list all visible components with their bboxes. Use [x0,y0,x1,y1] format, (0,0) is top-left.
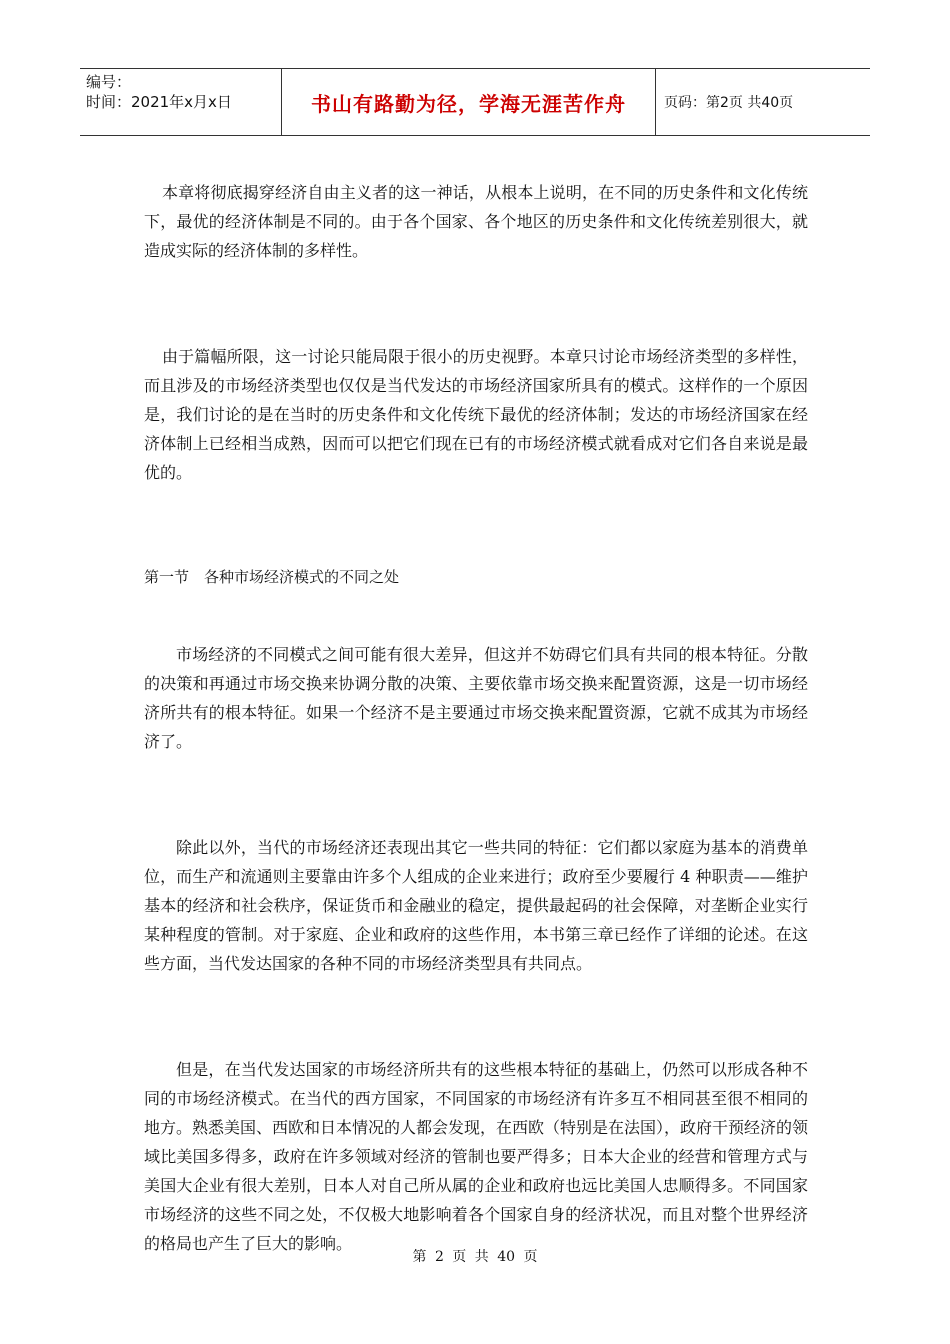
page-footer: 第 2 页 共 40 页 [412,1249,538,1265]
document-header [80,68,870,136]
paragraph: 本章将彻底揭穿经济自由主义者的这一神话，从根本上说明，在不同的历史条件和文化传统下，最优的经济体制是不同的。由于各个国家、各个地区的历史条件和文化传统差别很大，就造成实际的经济体制的多样性。 [144,183,808,260]
document-body [144,178,808,1258]
header-page-info: 页码：第2页 共40页 [664,95,794,111]
paragraph: 由于篇幅所限，这一讨论只能局限于很小的历史视野。本章只讨论市场经济类型的多样性，而且涉及的市场经济类型也仅仅是当代发达的市场经济国家所具有的模式。这样作的一个原因是，我们讨论的是在当时的历史条件和文化传统下最优的经济体制；发达的市场经济国家在经济体制上已经相当成熟，因而可以把它们现在已有的市场经济模式就看成对它们各自来说是最优的。 [144,347,808,482]
paragraph: 但是，在当代发达国家的市场经济所共有的这些根本特征的基础上，仍然可以形成各种不同的市场经济模式。在当代的西方国家，不同国家的市场经济有许多互不相同甚至很不相同的地方。熟悉美国、西欧和日本情况的人都会发现，在西欧（特别是在法国），政府干预经济的领域比美国多得多，政府在许多领域对经济的管制也要严得多；日本大企业的经营和管理方式与美国大企业有很大差别，日本人对自己所从属的企业和政府也远比美国人忠顺得多。不同国家市场经济的这些不同之处，不仅极大地影响着各个国家自身的经济状况，而且对整个世界经济的格局也产生了巨大的影响。 [144,1060,809,1253]
time-label: 时间：2021年x月x日 [86,93,232,111]
section-heading: 第一节 各种市场经济模式的不同之处 [144,568,400,586]
paragraph: 除此以外，当代的市场经济还表现出其它一些共同的特征：它们都以家庭为基本的消费单位，而生产和流通则主要靠由许多个人组成的企业来进行；政府至少要履行 4 种职责——维护基本的经济和社会秩序，保证货币和金融业的稳定，提供最起码的社会保障，对垄断企业实行某种程度的管制。对于家庭、企业和政府的这些作用，本书第三章已经作了详细的论述。在这些方面，当代发达国家的各种不同的市场经济类型具有共同点。 [144,838,808,973]
number-label: 编号： [86,73,132,91]
header-meta [80,69,282,135]
paragraph: 市场经济的不同模式之间可能有很大差异，但这并不妨碍它们具有共同的根本特征。分散的决策和再通过市场交换来协调分散的决策、主要依靠市场交换来配置资源，这是一切市场经济所共有的根本特征。如果一个经济不是主要通过市场交换来配置资源，它就不成其为市场经济了。 [144,645,808,751]
header-motto: 书山有路勤为径，学海无涯苦作舟 [282,69,656,135]
